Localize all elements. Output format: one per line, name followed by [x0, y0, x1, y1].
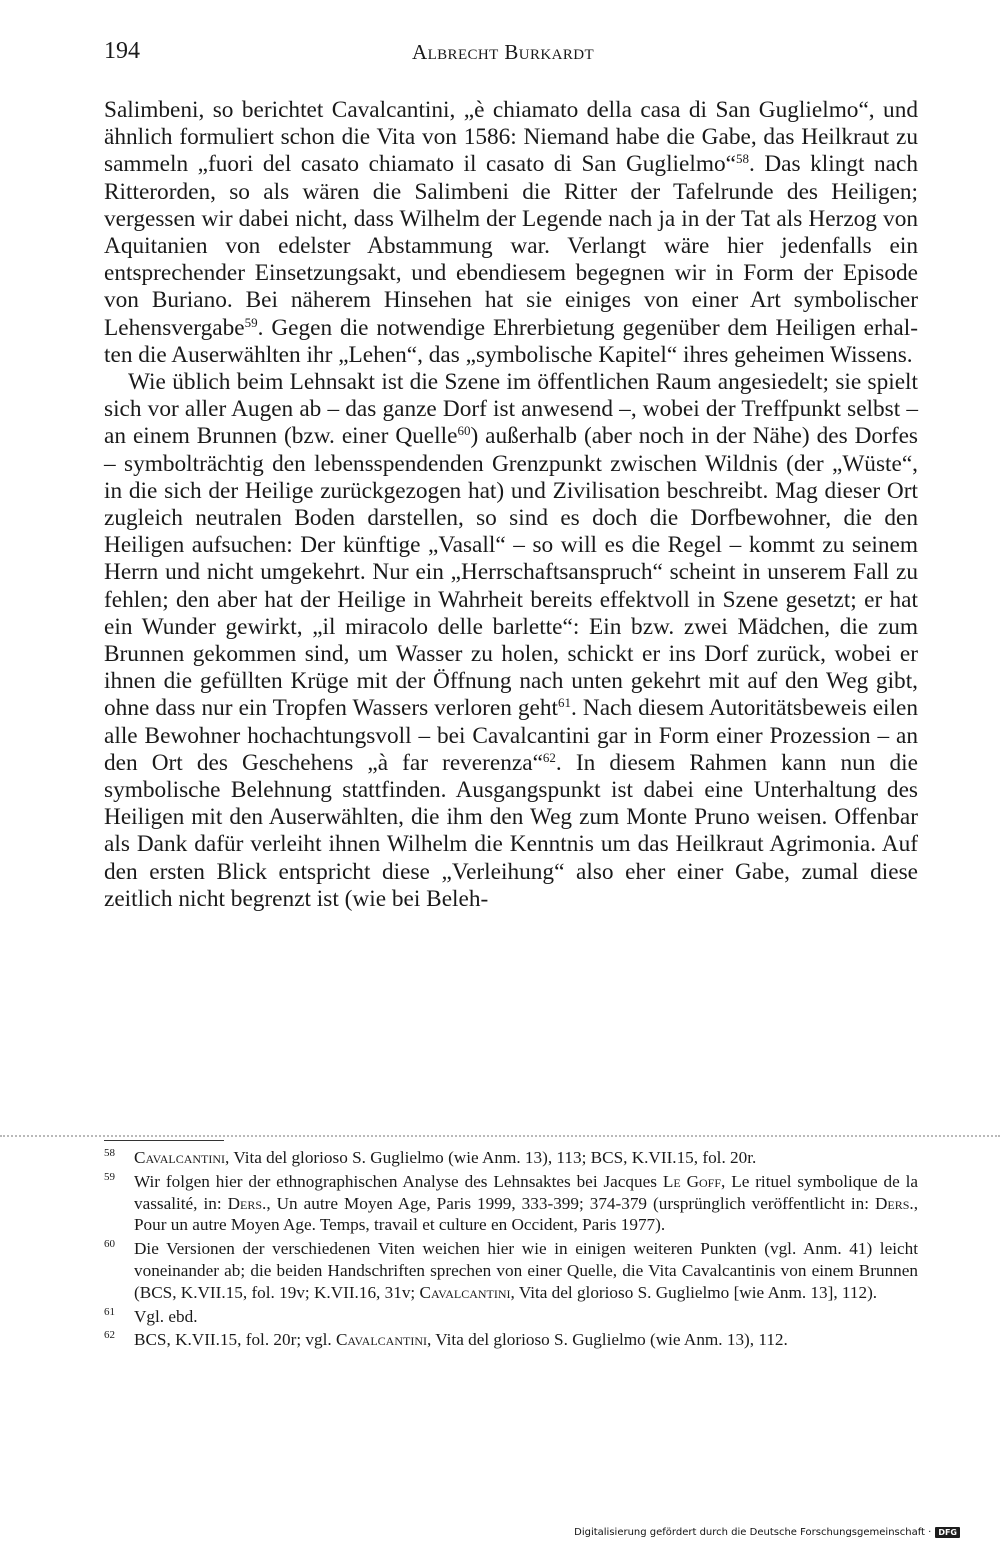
footnote-number: 61: [104, 1305, 115, 1318]
footnote-59: [104, 1171, 918, 1236]
footnote-number: 62: [104, 1329, 115, 1342]
footnote-text-part: , Pour un autre Moyen Age. Temps, travail et culture en Occident, Paris 1977).: [134, 1193, 918, 1235]
main-text: [104, 97, 918, 913]
author-name: Cavalcantini: [134, 1148, 226, 1167]
footnote-ref-58[interactable]: 58: [735, 151, 749, 167]
footnote-58: [104, 1147, 918, 1169]
footnote-text-part: , Vita del glorioso S. Guglielmo (wie Anm. 13), 112.: [426, 1330, 788, 1350]
footnotes: [104, 1147, 918, 1353]
footnote-text-part: , Vita del glorioso S. Guglielmo [wie Anm. 13], 112).: [510, 1282, 878, 1302]
footnote-text: [134, 1147, 918, 1169]
footnote-text: [134, 1238, 918, 1303]
footnote-ref-62[interactable]: 62: [542, 749, 556, 765]
author-name: Ders.: [874, 1193, 914, 1213]
credit-text: Digitalisierung gefördert durch die Deutsche Forschungsgemeinschaft ·: [574, 1527, 932, 1538]
page-edge-dotted-line: [0, 1135, 1000, 1137]
footnote-62: [104, 1329, 918, 1351]
footnote-ref-61[interactable]: 61: [558, 695, 572, 711]
footnote-text: Vgl. ebd.: [134, 1306, 198, 1326]
paragraph-1-part-b: . Das klingt nach Ritterorden, so als wären die Salimbeni die Ritter der Tafelrunde des Heiligen; vergessen wir dabei nicht, dass Wilhelm der Legende nach ja in der Tat als Herzog von Aquitanien von edelster Abstammung war. Verlangt wäre hier jedenfalls ein entsprechender Einsetzungsakt, und ebendiesem begegnen wir in Form der Episode von Buriano. Bei näherem Hinsehen hat sie einiges von einer Art symbolischer Lehensvergabe: [104, 151, 918, 341]
page-number: 194: [104, 38, 140, 64]
author-name: Ders.: [227, 1193, 267, 1213]
footnote-number: 60: [104, 1238, 115, 1251]
footnote-ref-59[interactable]: 59: [244, 314, 258, 330]
footnote-ref-60[interactable]: 60: [457, 423, 471, 439]
page-header: [104, 38, 918, 72]
paragraph-2: [104, 369, 918, 913]
dfg-logo: DFG: [935, 1527, 960, 1538]
footnote-text: [134, 1171, 918, 1236]
footnote-text: [134, 1329, 918, 1351]
footnote-text-part: , Vita del glorioso S. Guglielmo (wie Anm. 13), 113; BCS, K.VII.15, fol. 20r.: [225, 1148, 757, 1167]
paragraph-2-part-d: . In diesem Rahmen kann nun die symbolische Belehnung stattfinden. Ausgangspunkt ist dabei eine Unterhaltung des Heiligen mit den Auserwählten, die ihm den Weg zum Monte Pruno weisen. Offenbar als Dank dafür verleiht ihnen Wilhelm die Kenntnis um das Heilkraut Agrimonia. Auf den ersten Blick entspricht diese „Verleihung“ also eher einer Gabe, zumal diese zeitlich nicht begrenzt ist (wie bei Beleh-: [104, 749, 918, 912]
footnote-61: [104, 1306, 918, 1328]
paragraph-2-part-c: . Nach diesem Autoritätsbeweis eilen alle Bewohner hochachtungsvoll – bei Cavalcantini gar in Form einer Prozession – an den Ort des Geschehens „à far reverenza“: [104, 695, 918, 776]
digitization-credit: [574, 1527, 960, 1538]
author-name: Le Goff: [662, 1171, 721, 1191]
running-head: Albrecht Burkardt: [412, 40, 595, 64]
footnote-text-part: , Un autre Moyen Age, Paris 1999, 333-399; 374-379 (ursprünglich veröffentlicht in:: [266, 1193, 875, 1213]
author-name: Cavalcantini: [335, 1330, 427, 1350]
footnote-text-part: BCS, K.VII.15, fol. 20r; vgl.: [134, 1330, 336, 1350]
author-name: Cavalcantini: [419, 1282, 511, 1302]
paragraph-1-part-a: Salimbeni, so berichtet Cavalcantini, „è chiamato della casa di San Guglielmo“, und ähnlich formuliert schon die Vita von 1586: Niemand habe die Gabe, das Heilkraut zu sammeln „fuori del casato chiamato il casato di San Guglielmo“: [104, 97, 918, 178]
footnote-number: 58: [104, 1147, 115, 1159]
paragraph-2-part-b: ) außerhalb (aber noch in der Nähe) des Dorfes – symbolträchtig den lebensspendenden Grenzpunkt zwischen Wildnis (der „Wüste“, in die sich der Heilige zurückgezogen hat) und Zivilisation beschreibt. Mag dieser Ort zugleich neutralen Boden darstellen, so sind es doch die Dorfbewohner, die den Heiligen aufsuchen: Der künftige „Vasall“ – so will es die Regel – kommt zu seinem Herrn und nicht umgekehrt. Nur ein „Herrschaftsanspruch“ scheint in unserem Fall zu fehlen; den aber hat der Heilige in Wahrheit bereits effektvoll in Szene gesetzt; er hat ein Wunder gewirkt, „il miracolo delle barlette“: Ein bzw. zwei Mädchen, die zum Brunnen gekommen sind, um Wasser zu holen, schickt er ins Dorf zurück, wobei er ihnen die gefüllten Krüge mit der Öffnung nach unten gekehrt mit auf den Weg gibt, ohne dass nur ein Tropfen Wassers verloren geht: [104, 423, 918, 722]
paragraph-2-part-a: Wie üblich beim Lehnsakt ist die Szene im öffentlichen Raum angesiedelt; sie spielt sich vor aller Augen ab – das ganze Dorf ist anwesend –, wobei der Treffpunkt selbst – an einem Brunnen (bzw. einer Quelle: [104, 369, 918, 450]
paragraph-1-part-c: . Gegen die notwendige Ehrerbietung gegenüber dem Heiligen erhalten die Auserwählten ihr „Lehen“, das „symbolische Kapitel“ ihres geheimen Wissens.: [104, 314, 918, 368]
footnote-separator: [104, 1140, 224, 1141]
footnote-60: [104, 1238, 918, 1303]
footnote-text-part: Die Versionen der verschiedenen Viten weichen hier wie in einigen weiteren Punkten (vgl. Anm. 41) leicht voneinander ab; die beiden Handschriften sprechen von einer Quelle, die Vita Cavalcantinis von einem Brunnen (BCS, K.VII.15, fol. 19v; K.VII.16, 31v;: [134, 1239, 918, 1302]
footnote-number: 59: [104, 1170, 115, 1183]
footnote-text-part: , Le rituel symbolique de la vassalité, in:: [134, 1171, 919, 1213]
footnote-text-part: Wir folgen hier der ethnographischen Analyse des Lehnsaktes bei Jacques: [134, 1171, 663, 1191]
paragraph-1: [104, 97, 918, 369]
